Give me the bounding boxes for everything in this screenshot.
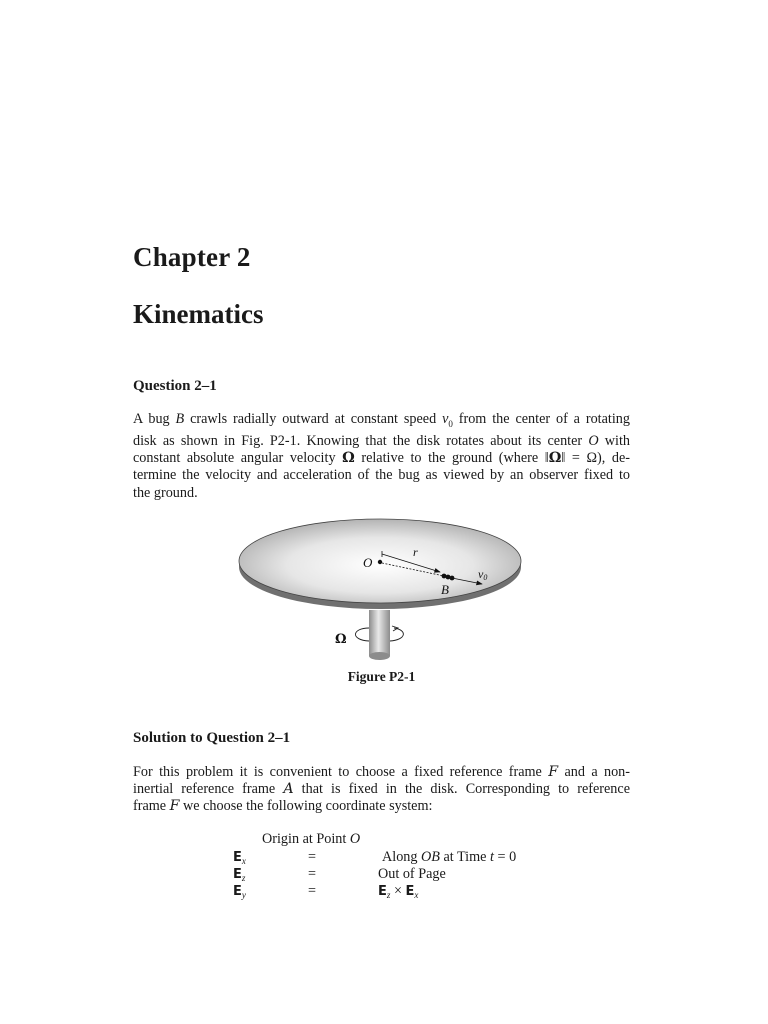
coord-definition: $E_z \times E_x$ [378,883,419,900]
bug-segment [446,575,451,580]
solution-line: inertial reference frame A that is fixed in the disk. Corresponding to reference [133,781,630,798]
coord-definition: Out of Page [378,866,446,882]
bug-label: B [441,582,449,597]
coord-vector: $E_x$ [233,850,246,866]
question-text [133,411,630,502]
figure-p2-1 [230,510,530,670]
question-line: constant absolute angular velocity Ω relative to the ground (where ‖Ω‖ = Ω), de- [133,450,630,467]
bug-segment [442,574,447,579]
solution-text [133,764,630,816]
coord-vector: $E_y$ [233,884,246,900]
figure-caption: Figure P2-1 [347,669,416,684]
coord-equals: = [308,883,317,899]
solution-line: For this problem it is convenient to choose a fixed reference frame F and a non- [133,764,630,780]
coord-equals: = [308,849,317,865]
coord-origin: Origin at Point O [262,831,361,847]
rotating-disk-diagram [230,510,530,670]
chapter-title: Kinematics [133,299,264,329]
question-line: termine the velocity and acceleration of the bug as viewed by an observer fixed to [133,467,630,484]
solution-heading: Solution to Question 2–1 [133,730,291,746]
chapter-label: Chapter 2 [133,242,251,272]
velocity-label: v0 [478,567,488,582]
radius-label: r [413,545,418,559]
shaft-base [369,652,390,660]
question-line: the ground. [133,484,198,501]
coord-equals: = [308,866,317,882]
shaft [369,610,390,656]
solution-line: frame F we choose the following coordinate system: [133,798,433,815]
coord-definition: Along OB at Time t = 0 [382,849,517,865]
omega-label: Ω [335,632,347,647]
origin-point [378,560,382,564]
coord-vector: $E_z$ [233,867,246,883]
question-line: A bug B crawls radially outward at constant speed $v_0$ from the center of a rotating [133,411,630,429]
question-line: disk as shown in Fig. P2-1. Knowing that the disk rotates about its center O with [133,433,630,450]
question-heading: Question 2–1 [133,378,217,394]
origin-label: O [363,555,373,570]
